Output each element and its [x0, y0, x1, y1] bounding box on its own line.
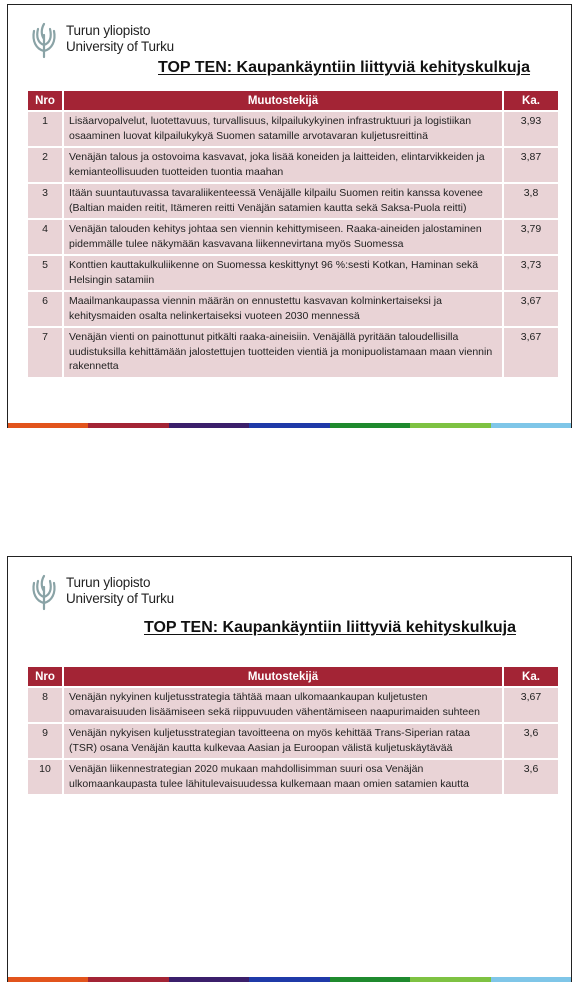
row-ka: 3,8: [504, 184, 558, 218]
table-row: [28, 220, 558, 254]
row-ka: 3,67: [504, 292, 558, 326]
header-ka: Ka.: [504, 91, 558, 110]
table-row: [28, 148, 558, 182]
torch-logo-icon: [26, 21, 62, 59]
footer-color-segment: [249, 423, 329, 428]
drivers-table: [28, 89, 558, 379]
slide-2: [7, 556, 572, 982]
footer-color-segment: [88, 423, 168, 428]
table-row: [28, 256, 558, 290]
row-nro: 4: [28, 220, 64, 254]
row-ka: 3,79: [504, 220, 558, 254]
logo-line-1: Turun yliopisto: [66, 575, 151, 590]
logo-line-2: University of Turku: [66, 39, 174, 54]
drivers-table: [28, 665, 558, 796]
row-nro: 3: [28, 184, 64, 218]
footer-color-segment: [8, 977, 88, 982]
row-nro: 2: [28, 148, 64, 182]
row-ka: 3,87: [504, 148, 558, 182]
table-row: [28, 292, 558, 326]
row-text: Venäjän liikennestrategian 2020 mukaan mahdollisimman suuri osa Venäjän ulkomaankaupasta tulee lähitulevaisuudessa kulkemaan maan omien satamien kautta: [64, 760, 504, 794]
header-ka: Ka.: [504, 667, 558, 686]
row-nro: 1: [28, 112, 64, 146]
footer-color-segment: [249, 977, 329, 982]
footer-color-segment: [88, 977, 168, 982]
footer-color-segment: [491, 423, 571, 428]
row-text: Lisäarvopalvelut, luotettavuus, turvallisuus, kilpailukykyinen infrastruktuuri ja logistiikan osaaminen luovat kilpailukykyä Suomen satamille arvotavaran kuljetusreittinä: [64, 112, 504, 146]
table-row: [28, 688, 558, 722]
logo-line-2: University of Turku: [66, 591, 174, 606]
footer-color-segment: [169, 977, 249, 982]
row-text: Venäjän talouden kehitys johtaa sen viennin kehittymiseen. Raaka-aineiden jalostaminen pidemmälle tulee näkymään kasvavana liikennevirtana myös Suomessa: [64, 220, 504, 254]
header-nro: Nro: [28, 667, 64, 686]
footer-color-segment: [330, 423, 410, 428]
table-row: [28, 760, 558, 794]
logo-text: [66, 575, 174, 607]
university-logo: [26, 573, 186, 613]
color-footer-bar: [8, 977, 571, 982]
row-text: Konttien kauttakulkuliikenne on Suomessa keskittynyt 96 %:sesti Kotkan, Haminan sekä Helsingin satamiin: [64, 256, 504, 290]
university-logo: [26, 21, 186, 61]
row-text: Venäjän nykyinen kuljetusstrategia tähtää maan ulkomaankaupan kuljetusten omavaraisuuden lisäämiseen sekä riippuvuuden vähentämiseen naapurimaiden suhteen: [64, 688, 504, 722]
logo-text: [66, 23, 174, 55]
row-nro: 10: [28, 760, 64, 794]
table-row: [28, 184, 558, 218]
row-text: Venäjän vienti on painottunut pitkälti raaka-aineisiin. Venäjällä pyritään taloudellisilla uudistuksilla kehittämään jalostettujen tuotteiden vientiä ja monipuolistamaan maan viennin rakennetta: [64, 328, 504, 377]
slide-1: [7, 4, 572, 428]
row-ka: 3,73: [504, 256, 558, 290]
header-nro: Nro: [28, 91, 64, 110]
footer-color-segment: [491, 977, 571, 982]
row-text: Maailmankaupassa viennin määrän on ennustettu kasvavan kolminkertaiseksi ja kehitysmaiden osalta nelinkertaiseksi vuoteen 2030 mennessä: [64, 292, 504, 326]
row-text: Itään suuntautuvassa tavaraliikenteessä Venäjälle kilpailu Suomen reitin kanssa kovenee (Baltian maiden reitit, Itämeren reitti Venäjän satamien kautta sekä Saksa-Puola reitti): [64, 184, 504, 218]
footer-color-segment: [8, 423, 88, 428]
torch-logo-icon: [26, 573, 62, 611]
logo-line-1: Turun yliopisto: [66, 23, 151, 38]
row-text: Venäjän nykyisen kuljetusstrategian tavoitteena on myös kehittää Trans-Siperian rataa (TSR) osana Venäjän kautta kulkevaa Aasian ja Euroopan välistä kuljetuskäytävää: [64, 724, 504, 758]
table-row: [28, 724, 558, 758]
footer-color-segment: [410, 423, 490, 428]
row-ka: 3,93: [504, 112, 558, 146]
header-driver: Muutostekijä: [64, 667, 504, 686]
row-nro: 5: [28, 256, 64, 290]
header-driver: Muutostekijä: [64, 91, 504, 110]
footer-color-segment: [169, 423, 249, 428]
row-nro: 9: [28, 724, 64, 758]
row-nro: 7: [28, 328, 64, 377]
slide-title: TOP TEN: Kaupankäyntiin liittyviä kehityskulkuja: [144, 619, 516, 636]
slide-title: TOP TEN: Kaupankäyntiin liittyviä kehityskulkuja: [158, 59, 530, 76]
row-text: Venäjän talous ja ostovoima kasvavat, joka lisää koneiden ja laitteiden, elintarvikkeiden ja kemianteollisuuden tuotteiden tuontia maahan: [64, 148, 504, 182]
table-row: [28, 328, 558, 377]
table-row: [28, 112, 558, 146]
table-header-row: [28, 667, 558, 686]
row-ka: 3,6: [504, 724, 558, 758]
color-footer-bar: [8, 423, 571, 428]
row-ka: 3,67: [504, 688, 558, 722]
row-nro: 8: [28, 688, 64, 722]
footer-color-segment: [330, 977, 410, 982]
table-header-row: [28, 91, 558, 110]
row-ka: 3,67: [504, 328, 558, 377]
footer-color-segment: [410, 977, 490, 982]
row-nro: 6: [28, 292, 64, 326]
row-ka: 3,6: [504, 760, 558, 794]
